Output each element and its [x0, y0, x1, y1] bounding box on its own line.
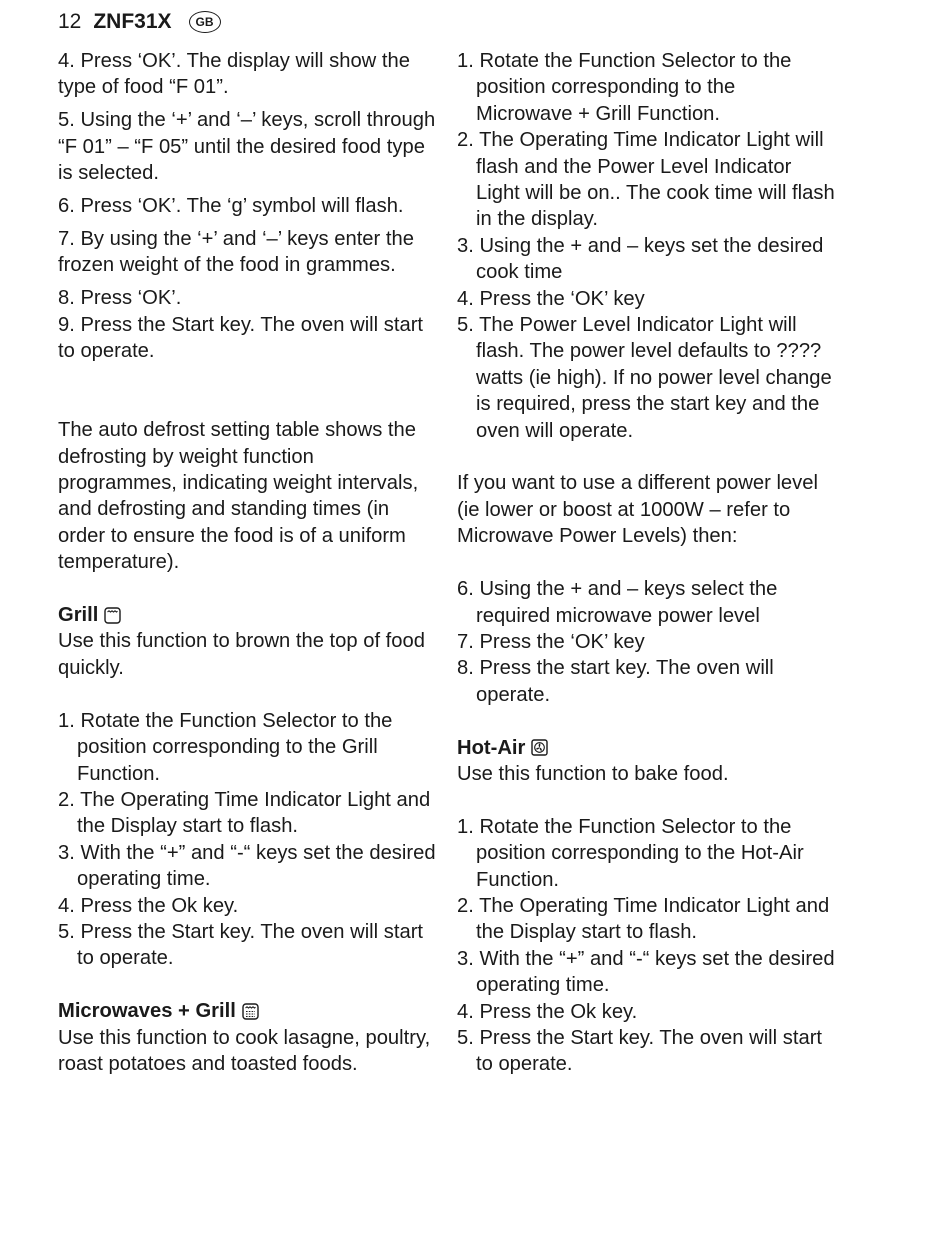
microwave-grill-icon	[242, 1003, 259, 1020]
defrost-step: 7. By using the ‘+’ and ‘–’ keys enter the frozen weight of the food in grammes.	[58, 227, 414, 277]
grill-description: Use this function to brown the top of food quickly.	[58, 630, 425, 679]
defrost-step: 4. Press ‘OK’. The display will show the type of food “F 01”.	[58, 50, 410, 99]
hot-air-heading	[457, 735, 837, 761]
microwave-grill-step: 3. Using the + and – keys set the desired cook time	[457, 234, 824, 284]
hot-air-description: Use this function to bake food.	[457, 762, 729, 785]
grill-steps	[58, 708, 438, 972]
grill-step: 3. With the “+” and “-“ keys set the desired operating time.	[58, 841, 436, 891]
power-step: 6. Using the + and – keys select the required microwave power level	[457, 578, 778, 627]
grill-step: 5. Press the Start key. The oven will start to operate.	[58, 920, 424, 970]
defrost-step: 9. Press the Start key. The oven will start to operate.	[58, 313, 424, 363]
power-step: 8. Press the start key. The oven will operate.	[457, 657, 774, 706]
hot-air-steps	[457, 814, 837, 1078]
hot-air-step: 1. Rotate the Function Selector to the position corresponding to the Hot-Air Function.	[457, 815, 804, 891]
hot-air-step: 2. The Operating Time Indicator Light and the Display start to flash.	[457, 894, 830, 944]
hot-air-fan-icon	[531, 739, 548, 756]
hot-air-step: 3. With the “+” and “-“ keys set the desired operating time.	[457, 947, 835, 997]
defrost-step: 8. Press ‘OK’.	[58, 287, 182, 310]
power-step: 7. Press the ‘OK’ key	[457, 630, 645, 653]
defrost-table-note: The auto defrost setting table shows the defrosting by weight function programmes, indicating weight intervals, and defrosting and standing times (in order to ensure the food is of a uniform temperature).	[58, 419, 419, 574]
grill-step: 4. Press the Ok key.	[58, 894, 239, 917]
microwaves-grill-heading-text: Microwaves + Grill	[58, 1000, 236, 1023]
grill-heading-text: Grill	[58, 604, 99, 627]
model-name: ZNF31X	[93, 10, 172, 33]
page-number: 12	[58, 10, 82, 33]
microwaves-grill-description: Use this function to cook lasagne, poultry, roast potatoes and toasted foods.	[58, 1026, 431, 1075]
grill-step: 1. Rotate the Function Selector to the position corresponding to the Grill Function.	[58, 709, 393, 785]
defrost-step: 6. Press ‘OK’. The ‘g’ symbol will flash.	[58, 195, 404, 218]
power-steps	[457, 576, 837, 708]
microwave-grill-steps	[457, 48, 837, 444]
grill-step: 2. The Operating Time Indicator Light and the Display start to flash.	[58, 788, 431, 838]
grill-icon	[104, 607, 121, 624]
microwave-grill-step: 5. The Power Level Indicator Light will flash. The power level defaults to ???? watts (ie high). If no power level change is required, press the start key and the oven will operate.	[457, 314, 832, 442]
defrost-step: 5. Using the ‘+’ and ‘–’ keys, scroll through “F 01” – “F 05” until the desired food type is selected.	[58, 109, 436, 185]
left-column	[58, 48, 438, 1077]
microwave-grill-step: 4. Press the ‘OK’ key	[457, 287, 645, 310]
region-badge: GB	[189, 11, 221, 33]
page-header	[58, 9, 221, 35]
hot-air-step: 4. Press the Ok key.	[457, 1000, 638, 1023]
microwave-grill-step: 1. Rotate the Function Selector to the position corresponding to the Microwave + Grill Function.	[457, 50, 792, 125]
grill-heading	[58, 602, 438, 628]
microwaves-grill-heading	[58, 998, 438, 1024]
microwave-grill-step: 2. The Operating Time Indicator Light will flash and the Power Level Indicator Light will be on.. The cook time will flash in the display.	[457, 129, 835, 231]
right-column	[457, 48, 837, 1078]
hot-air-step: 5. Press the Start key. The oven will start to operate.	[457, 1026, 823, 1076]
defrost-steps	[58, 48, 438, 364]
power-level-note: If you want to use a different power level (ie lower or boost at 1000W – refer to Microwave Power Levels) then:	[457, 472, 818, 548]
hot-air-heading-text: Hot-Air	[457, 736, 526, 759]
